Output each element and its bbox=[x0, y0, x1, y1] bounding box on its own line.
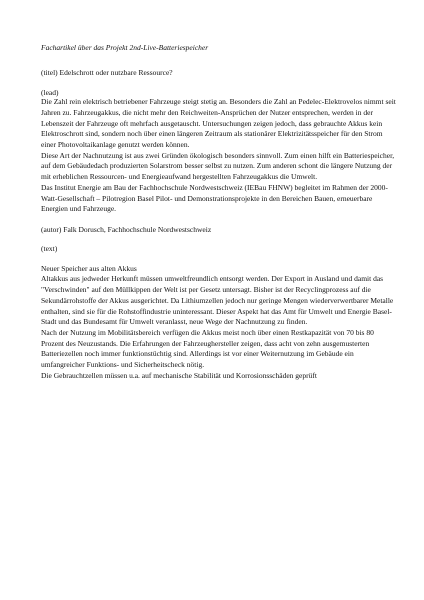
text-marker: (text) bbox=[41, 244, 58, 254]
lead-marker: (lead) bbox=[41, 87, 59, 97]
lead-paragraph-3: Das Institut Energie am Bau der Fachhochschule Nordwestschweiz (IEBau FHNW) begleitet im Rahmen der 2000-Watt-Gesellschaft – Pilotregion Basel Pilot- und Demonstrationsprojekte in den Bereichen Bauen, erneuerbare Energien und Fahrzeuge. bbox=[41, 182, 388, 214]
spacer bbox=[41, 234, 398, 244]
lead-paragraph-2: Diese Art der Nachnutzung ist aus zwei Gründen ökologisch besonders sinnvoll. Zum einen hilft ein Batteriespeicher, auf dem Gebäudedach produzierten Solarstrom besser selbst zu nutzen. Zum anderen schont die längere Nutzung der mit erheblichen Ressourcen- und Energieaufwand hergestellten Fahrzeugakkus die Umwelt. bbox=[41, 150, 395, 182]
spacer bbox=[41, 78, 398, 88]
section-heading: Neuer Speicher aus alten Akkus bbox=[41, 263, 137, 273]
document-header: Fachartikel über das Projekt 2nd-Live-Batteriespeicher bbox=[41, 43, 209, 52]
lead-paragraph-1: Die Zahl rein elektrisch betriebener Fahrzeuge steigt stetig an. Besonders die Zahl an Pedelec-Elektrovelos nimmt seit Jahren zu. Fahrzeugakkus, die nicht mehr den Reichweiten-Ansprüchen der Nutzer entsprechen, werden in der Lebenszeit der Fahrzeuge oft mehrfach ausgetauscht. Untersuchungen zeigen jedoch, dass gebrauchte Akkus kein Elektroschrott sind, sondern noch über einen längeren Zeitraum als stationärer Elektrizitätsspeicher für den Strom einer Photovoltaikanlage genutzt werden können. bbox=[41, 97, 396, 150]
body-paragraph-1: Altakkus aus jedweder Herkunft müssen umweltfreundlich entsorgt werden. Der Export in Ausland und damit das "Verschwinden" auf den Müllkippen der Welt ist per Gesetz untersagt. Bisher ist der Recyclingprozess auf die Sekundärrohstoffe der Akkus ausgerichtet. Da Lithiumzellen jedoch nur geringe Mengen wiederverwertbarer Metalle enthalten, sind sie für die Rohstoffindustrie uninteressant. Dieser Aspekt hat das Amt für Umwelt und Energie Basel-Stadt und das Bundesamt für Umwelt veranlasst, neue Wege der Nachnutzung zu finden. bbox=[41, 274, 394, 327]
spacer bbox=[41, 254, 398, 264]
spacer bbox=[41, 215, 398, 225]
title-line: (titel) Edelschrott oder nutzbare Ressource? bbox=[41, 68, 173, 78]
author-line: (autor) Falk Dorusch, Fachhochschule Nordwestschweiz bbox=[41, 224, 212, 234]
body-paragraph-2: Nach der Nutzung im Mobilitätsbereich verfügen die Akkus meist noch über einen Restkapazität von 70 bis 80 Prozent des Neuzustands. Die Erfahrungen der Fahrzeughersteller zeigen, dass acht von zehn ausgemusterten Batteriezellen noch immer funktionstüchtig sind. Allerdings ist vor einer Weiternutzung im Gebäude ein umfangreicher Funktions- und Sicherheitscheck nötig. bbox=[41, 327, 374, 370]
body-paragraph-3: Die Gebrauchtzellen müssen u.a. auf mechanische Stabilität und Korrosionsschäden geprüft bbox=[41, 370, 317, 380]
